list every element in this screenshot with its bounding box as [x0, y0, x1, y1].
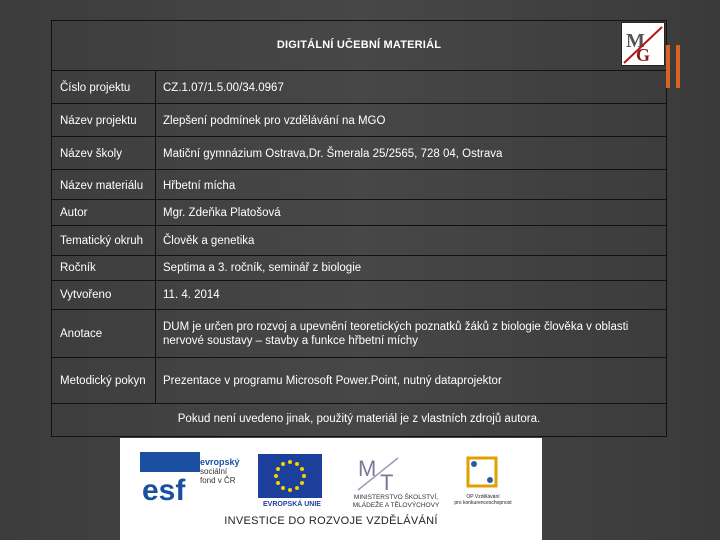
sponsor-logos-bar	[120, 438, 542, 540]
esf-mark: esf	[142, 474, 186, 506]
table-row	[52, 256, 666, 281]
row-value: Prezentace v programu Microsoft Power.Point, nutný dataprojektor	[163, 375, 502, 387]
accent-bar	[676, 45, 680, 88]
row-label: Vytvořeno	[60, 289, 112, 301]
accent-bar	[666, 45, 670, 88]
svg-text:M: M	[358, 456, 377, 481]
esf-line: sociální	[200, 467, 228, 476]
table-row	[52, 226, 666, 256]
row-value: Zlepšení podmínek pro vzdělávání na MGO	[163, 115, 386, 127]
eu-flag-icon	[258, 454, 322, 498]
esf-line: evropský	[200, 457, 240, 467]
msmt-line: MLÁDEŽE A TĚLOVÝCHOVY	[352, 501, 440, 509]
row-value: Člověk a genetika	[163, 235, 255, 247]
row-value: Matiční gymnázium Ostrava,Dr. Šmerala 25/2565, 728 04, Ostrava	[163, 148, 503, 160]
table-row	[52, 358, 666, 404]
msmt-label	[346, 494, 446, 509]
table-row	[52, 71, 666, 104]
table-row	[52, 104, 666, 137]
row-label: Název školy	[60, 148, 122, 160]
op-line: OP Vzdělávání	[466, 494, 500, 500]
row-value: CZ.1.07/1.5.00/34.0967	[163, 82, 284, 94]
svg-text:G: G	[636, 45, 651, 65]
row-label: Autor	[60, 207, 88, 219]
esf-logo-icon	[140, 452, 200, 506]
table-row	[52, 200, 666, 226]
row-value: Septima a 3. ročník, seminář z biologie	[163, 262, 362, 274]
row-label: Název projektu	[60, 115, 137, 127]
esf-line: fond v ČR	[200, 476, 236, 485]
table-row	[52, 170, 666, 200]
page-title: DIGITÁLNÍ UČEBNÍ MATERIÁL	[276, 39, 442, 51]
row-label: Metodický pokyn	[60, 375, 146, 387]
msmt-logo-icon	[354, 452, 414, 494]
school-logo-icon	[621, 22, 665, 66]
row-value: Mgr. Zdeňka Platošová	[163, 207, 281, 219]
op-line: pro konkurenceschopnost	[454, 500, 512, 506]
footnote: Pokud není uvedeno jinak, použitý materiál je z vlastních zdrojů autora.	[177, 413, 541, 425]
table-row	[52, 281, 666, 310]
svg-text:T: T	[380, 470, 394, 494]
row-label: Tematický okruh	[60, 235, 144, 247]
sponsor-caption: INVESTICE DO ROZVOJE VZDĚLÁVÁNÍ	[224, 515, 438, 527]
table-row	[52, 137, 666, 170]
op-vk-logo-icon	[460, 452, 504, 494]
row-label: Anotace	[60, 328, 103, 340]
row-value: Hřbetní mícha	[163, 180, 236, 192]
op-vk-label	[442, 494, 524, 506]
document-header	[52, 21, 666, 71]
row-value: 11. 4. 2014	[163, 289, 220, 301]
msmt-line: MINISTERSTVO ŠKOLSTVÍ,	[353, 494, 439, 501]
esf-label	[200, 458, 240, 485]
row-label: Název materiálu	[60, 180, 144, 192]
table-row	[52, 310, 666, 358]
svg-text:M: M	[626, 30, 645, 52]
row-value: DUM je určen pro rozvoj a upevnění teoretických poznatků žáků z biologie člověka v oblasti nervové soustavy – stavby a funkce hřbetní míchy	[163, 321, 629, 347]
row-label: Ročník	[60, 262, 96, 274]
eu-label: EVROPSKÁ UNIE	[263, 501, 321, 508]
row-label: Číslo projektu	[60, 82, 131, 94]
